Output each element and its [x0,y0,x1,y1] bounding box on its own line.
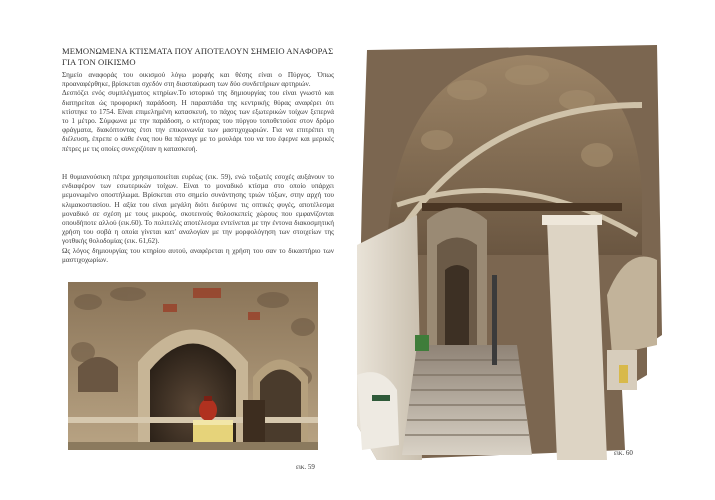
paragraph-1: Σημείο αναφοράς του οικισμού λόγω μορφής και θέσης είναι ο Πύργος. Όπως προαναφέρθηκε, βρίσκεται σχεδόν στη διασταύρωση των δύο συνδετήριων αρτηριών. [62,71,334,89]
text-block-1 [62,71,334,154]
section-heading: ΜΕΜΟΝΩΜΕΝΑ ΚΤΙΣΜΑΤΑ ΠΟΥ ΑΠΟΤΕΛΟΥΝ ΣΗΜΕΙΟ ΑΝΑΦΟΡΑΣ ΓΙΑ ΤΟΝ ΟΙΚΙΣΜΟ [62,46,334,67]
tower-interior-niches-image [68,282,318,450]
paragraph-3: Η θυμιανούσικη πέτρα χρησιμοποιείται ευρέως (εικ. 59), ενώ τοξωτές εσοχές αυξάνουν το ενδιαφέρον των εσωτερικών τοίχων. Είναι το μοναδικό κτίσμα στο οποίο υπάρχει μεμονωμένο οποστήλωμα. Βρίσκεται στο σημείο συνάντησης τριών τόξων, στην αρχή του κλιμακοστασίου. Η αξία του είναι μεγάλη διότι διεύρυνε τις οπτικές φυγές, αποτέλεσμα μοναδικό σε σχέση με τους μικρούς, σκοτεινούς θολοσκεπείς χώρους που εμφανίζονται οπουδήποτε αλλού (εικ.60). Το πολιτελές αποτέλεσμα εντείνεται με την έντονα διακοσμητική χρήση του σοβά η οποία γίνεται κατ' αναλογίαν με την μορφολόγηση των στοιχείων της γοτθικής θολοδομίας (εικ. 61,62). [62,173,334,246]
tower-staircase-arches-image [357,45,662,465]
paragraph-2: Δεσπόζει ενός συμπλέγματος κτηρίων.Το ιστορικό της δημιουργίας του είναι γνωστό και διατηρείται ώς προφορική παράδοση. Η παραστάδα της κεντρικής θύρας αναφέρει ότι κτίστηκε το 1754. Είναι επιμελημένη κατασκευή, το πάχος των εξωτερικών τοίχων ξεπερνά το 1 μέτρο. Σύμφωνα με την παράδοση, ο κτήτορας του πύργου τοποθετούσε στον δρόμο φράγματα, διακόπτοντας έτσι την επικοινωνία των μαστιχοχωριών. Για να επιτρέπει τη διέλευση, έπρεπε ο κάθε ένας που θα πέρναγε με το μουλάρι του να του έφερνε και μερικές πέτρες με τις οποίες συνεχιζόταν η κατασκευή. [62,89,334,153]
caption-fig-60: εικ. 60 [614,449,633,457]
paragraph-4: Ως λόγος δημιουργίας του κτηρίου αυτού, αναφέρεται η χρήση του σαν το δικαστήριο των μαστιχοχωρίων. [62,246,334,264]
photo-fig-59 [68,282,318,450]
caption-fig-59: εικ. 59 [296,463,315,471]
right-page [357,0,714,500]
left-page [0,0,357,500]
text-block-2 [62,173,334,265]
photo-fig-60 [357,45,662,465]
